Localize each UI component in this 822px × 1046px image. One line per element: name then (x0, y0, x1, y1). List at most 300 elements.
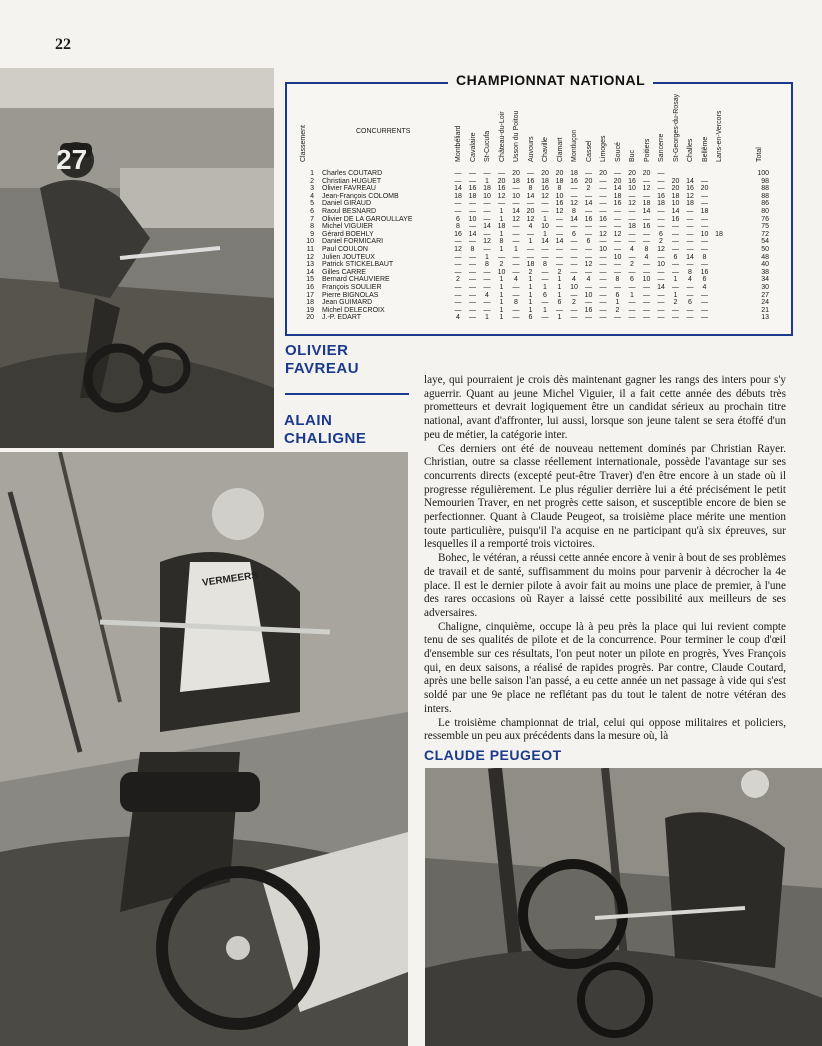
row-score: 8 (644, 246, 649, 253)
row-score: — (701, 223, 708, 231)
row-score: 6 (630, 276, 634, 284)
row-score: 16 (642, 223, 651, 231)
row-score: 10 (599, 246, 607, 253)
row-score: 12 (555, 208, 564, 215)
row-score: — (628, 314, 636, 322)
row-score: — (599, 192, 607, 200)
table-row (296, 178, 776, 186)
row-score: 16 (613, 200, 622, 208)
row-score: — (599, 291, 607, 299)
row-score: 14 (454, 185, 462, 193)
article-paragraph: Chaligne, cinquième, occupe là à peu près la place qui lui revient compte tenu de ses qualités de pilote et de la concurrence. Pour terminer le coup d'œil d'ensemble sur ces résultats, l'on peut noter un pilote en progrès, Yves François qui, en deux saisons, a réalisé de rapides progrès. Par contre, Claude Coutard, après une belle saison l'an passé, a eu cette année un net passage à vide qui s'est soldé par une 9e place ne reflétant pas du tout le talent de notre vétéran des inters. (424, 620, 786, 715)
row-score: 4 (644, 253, 649, 261)
table-row (296, 231, 776, 239)
row-score: 12 (599, 230, 607, 238)
row-total: 27 (761, 291, 769, 299)
row-score: — (498, 200, 505, 208)
row-score: — (570, 314, 578, 322)
table-row (296, 216, 776, 224)
row-score: — (643, 238, 650, 246)
col-header-event: Buc (629, 149, 636, 162)
row-score: 2 (673, 299, 678, 307)
row-score: — (483, 246, 491, 253)
row-score: — (701, 238, 708, 246)
table-row (296, 185, 776, 193)
row-score: 8 (572, 208, 576, 215)
row-score: — (454, 238, 462, 246)
row-score: 8 (470, 246, 475, 253)
row-score: 1 (543, 230, 547, 238)
row-score: — (686, 284, 694, 291)
table-row (296, 261, 776, 269)
table-row (296, 269, 776, 277)
caption-line: CHALIGNE (284, 430, 367, 447)
row-score: 1 (499, 284, 504, 291)
row-score: — (585, 223, 592, 231)
row-rank: 4 (310, 192, 314, 200)
row-score: — (454, 261, 462, 269)
row-score: — (454, 268, 462, 276)
row-score: 8 (688, 268, 692, 276)
row-score: — (686, 238, 694, 246)
row-score: — (483, 215, 491, 223)
col-header-event: St-Georges-du-Rosay (672, 93, 680, 162)
row-score: — (541, 200, 549, 208)
row-score: 12 (570, 200, 578, 208)
row-score: — (628, 299, 636, 307)
row-score: — (672, 230, 679, 238)
row-score: — (599, 185, 607, 193)
row-score: 20 (642, 170, 651, 177)
row-name: Raoul BESNARD (322, 208, 377, 215)
row-score: 1 (499, 246, 504, 253)
row-score: — (657, 253, 665, 261)
row-score: 2 (456, 276, 460, 284)
row-score: — (628, 238, 636, 246)
row-score: — (469, 261, 476, 269)
row-score: — (643, 268, 650, 276)
row-score: 16 (671, 215, 680, 223)
row-score: 18 (555, 177, 564, 185)
row-score: — (657, 177, 665, 185)
row-score: 6 (572, 230, 576, 238)
row-total: 54 (761, 238, 769, 246)
row-rank: 1 (310, 170, 314, 177)
col-header-event: Montbéliard (455, 125, 462, 162)
row-score: — (585, 299, 592, 307)
row-score: 1 (499, 299, 504, 307)
table-row (296, 208, 776, 216)
row-score: — (469, 238, 476, 246)
row-score: 14 (584, 200, 593, 208)
row-score: — (454, 208, 462, 215)
row-score: 10 (483, 192, 491, 200)
row-total: 34 (761, 276, 769, 284)
row-score: 14 (657, 284, 665, 291)
row-score: 1 (514, 246, 518, 253)
row-score: 8 (543, 261, 547, 269)
row-score: 12 (642, 185, 651, 193)
row-total: 86 (761, 200, 769, 208)
row-score: — (628, 192, 636, 200)
row-rank: 18 (306, 299, 314, 307)
table-row (296, 246, 776, 254)
row-score: — (585, 208, 592, 215)
row-score: 6 (528, 314, 533, 322)
row-score: 20 (613, 177, 622, 185)
row-score: — (570, 192, 578, 200)
row-score: 1 (630, 291, 634, 299)
table-row (296, 314, 776, 322)
row-score: 20 (599, 170, 607, 177)
row-score: — (512, 230, 520, 238)
row-score: 20 (512, 170, 520, 177)
row-score: 1 (499, 276, 504, 284)
row-score: 8 (485, 261, 489, 269)
caption-line: OLIVIER (285, 342, 349, 359)
row-name: Paul COULON (322, 246, 368, 253)
table-row (296, 254, 776, 262)
row-score: — (556, 261, 563, 269)
row-score: — (585, 230, 592, 238)
row-score: 12 (512, 215, 520, 223)
row-score: 1 (543, 215, 547, 223)
row-score: — (483, 268, 491, 276)
row-score: 14 (526, 192, 535, 200)
row-score: 8 (557, 185, 562, 193)
row-score: 10 (541, 223, 549, 231)
row-score: — (701, 306, 708, 314)
row-score: 12 (686, 192, 694, 200)
row-name: Bernard CHAUVIERE (322, 276, 390, 284)
row-score: — (454, 306, 462, 314)
row-score: — (599, 261, 607, 269)
row-score: 2 (586, 185, 591, 193)
article-body (424, 374, 786, 744)
row-score: — (701, 215, 708, 223)
row-score: — (570, 253, 578, 261)
row-rank: 2 (310, 177, 314, 185)
row-score: 14 (555, 238, 564, 246)
row-total: 80 (761, 208, 769, 215)
row-total: 100 (757, 170, 769, 177)
row-score: 10 (657, 261, 665, 269)
row-score: — (541, 314, 549, 322)
row-score: — (672, 261, 679, 269)
row-score: — (541, 208, 549, 215)
row-score: — (454, 284, 462, 291)
row-score: 20 (584, 177, 593, 185)
row-score: 1 (499, 208, 504, 215)
row-score: — (570, 246, 578, 253)
row-score: — (541, 246, 549, 253)
col-header-event: Sancerre (658, 133, 665, 162)
row-score: — (469, 268, 476, 276)
row-score: 18 (512, 177, 520, 185)
row-score: 18 (628, 223, 636, 231)
row-score: 4 (528, 223, 533, 231)
rider-bib-number: 27 (56, 144, 88, 175)
row-rank: 16 (306, 284, 314, 291)
row-score: 1 (615, 299, 620, 307)
photo-olivier-favreau (0, 68, 274, 448)
row-score: 1 (557, 276, 562, 284)
row-score: — (614, 246, 621, 253)
row-score: 6 (673, 253, 678, 261)
row-score: 10 (468, 215, 477, 223)
col-header-total: Total (756, 147, 763, 162)
row-score: 14 (642, 208, 651, 215)
row-score: 20 (671, 185, 680, 193)
row-rank: 20 (306, 314, 314, 322)
row-score: 4 (586, 276, 591, 284)
row-name: François SOULIER (322, 284, 382, 291)
row-score: — (541, 253, 549, 261)
row-score: — (657, 291, 665, 299)
table-row (296, 223, 776, 231)
row-score: — (556, 306, 563, 314)
row-score: — (614, 223, 621, 231)
row-score: 10 (613, 253, 622, 261)
row-score: — (628, 230, 636, 238)
caption-line: FAVREAU (285, 360, 360, 377)
row-score: 18 (570, 170, 578, 177)
row-name: Jean GUIMARD (322, 299, 373, 307)
row-score: — (614, 268, 621, 276)
row-score: — (657, 299, 665, 307)
col-header-event: Challes (687, 138, 694, 162)
row-score: — (585, 268, 592, 276)
row-rank: 9 (310, 230, 314, 238)
row-score: — (483, 230, 491, 238)
row-score: — (527, 246, 534, 253)
row-score: 1 (499, 291, 504, 299)
row-score: — (556, 253, 563, 261)
row-score: — (643, 215, 650, 223)
row-score: 2 (630, 261, 634, 269)
row-score: 1 (485, 253, 489, 261)
row-score: — (686, 230, 694, 238)
row-score: — (686, 215, 694, 223)
row-rank: 14 (306, 268, 314, 276)
row-rank: 17 (306, 291, 314, 299)
row-score: 2 (615, 306, 620, 314)
caption-line: ALAIN (284, 412, 333, 429)
row-score: — (657, 306, 665, 314)
row-name: Olivier FAVREAU (322, 185, 376, 193)
row-score: — (512, 223, 520, 231)
row-score: 2 (659, 238, 663, 246)
row-rank: 6 (310, 208, 314, 215)
row-score: 10 (512, 192, 520, 200)
row-score: 18 (613, 192, 622, 200)
row-score: — (599, 253, 607, 261)
row-total: 88 (761, 185, 769, 193)
col-header-event: Poitiers (643, 138, 651, 162)
row-score: — (657, 223, 665, 231)
row-score: — (454, 200, 462, 208)
row-score: 8 (528, 185, 533, 193)
row-score: — (469, 306, 476, 314)
row-score: 16 (555, 200, 564, 208)
row-score: 8 (499, 238, 504, 246)
row-score: 1 (499, 306, 504, 314)
row-score: 18 (483, 185, 491, 193)
row-score: 10 (584, 291, 593, 299)
table-row (296, 238, 776, 246)
row-rank: 15 (306, 276, 314, 284)
row-score: 4 (485, 291, 489, 299)
row-score: 1 (528, 291, 533, 299)
row-score: 8 (514, 299, 518, 307)
page-number: 22 (55, 36, 71, 53)
row-score: 16 (599, 215, 607, 223)
row-score: — (701, 261, 708, 269)
row-total: 40 (761, 261, 769, 269)
row-name: Christian HUGUET (322, 177, 382, 185)
table-row (296, 307, 776, 315)
row-score: — (657, 170, 665, 177)
col-header-event: Cavalaire (469, 132, 477, 162)
row-score: — (570, 306, 578, 314)
col-header-event: Bellême (701, 136, 709, 162)
row-score: 14 (541, 238, 549, 246)
row-score: 12 (497, 192, 506, 200)
row-score: 10 (555, 192, 564, 200)
row-score: — (672, 284, 679, 291)
table-row (296, 299, 776, 307)
row-total: 30 (761, 284, 769, 291)
article-paragraph: Bohec, le vétéran, a réussi cette année encore à venir à bout de ses problèmes de travail et de santé, suffisamment du moins pour parvenir à décrocher la 4e place. Il est le dernier pilote à avoir fait au moins une place de premier, à l'une des rares occasions où Rayer a laissé cette possibilité aux meilleurs de ses adversaires. (424, 552, 786, 619)
row-total: 38 (761, 268, 769, 276)
row-name: Gilles CARRE (322, 268, 366, 276)
row-score: 4 (702, 284, 707, 291)
row-score: — (454, 170, 462, 177)
row-score: — (701, 192, 708, 200)
row-rank: 13 (306, 261, 314, 269)
row-score: — (512, 261, 520, 269)
row-score: 18 (526, 261, 535, 269)
row-score: — (512, 306, 520, 314)
row-score: 4 (688, 276, 692, 284)
table-row (296, 170, 776, 178)
row-score: 6 (688, 299, 692, 307)
col-header-event: Château-du-Loir (498, 111, 506, 162)
row-score: 18 (657, 200, 665, 208)
row-score: 16 (686, 185, 694, 193)
row-score: — (512, 185, 520, 193)
row-score: — (570, 185, 578, 193)
row-score: 20 (497, 177, 506, 185)
row-score: — (599, 276, 607, 284)
table-row (296, 200, 776, 208)
row-score: — (527, 200, 534, 208)
row-score: — (672, 223, 679, 231)
row-score: 1 (528, 306, 533, 314)
row-score: — (701, 177, 708, 185)
row-score: 8 (615, 276, 620, 284)
row-score: — (469, 253, 476, 261)
row-score: — (686, 261, 694, 269)
row-score: — (556, 230, 563, 238)
row-score: — (628, 215, 636, 223)
col-header-event: Limoges (600, 135, 607, 162)
col-header-event: Chaville (542, 137, 549, 162)
row-score: 12 (526, 215, 535, 223)
row-score: 14 (671, 208, 680, 215)
row-score: 2 (528, 268, 533, 276)
caption-chaligne (284, 412, 366, 448)
row-score: — (483, 200, 491, 208)
col-concurrents-header: CONCURRENTS (356, 128, 411, 135)
row-score: 16 (497, 185, 506, 193)
row-score: 1 (543, 284, 547, 291)
row-score: 2 (572, 299, 576, 307)
row-total: 98 (761, 177, 769, 185)
row-score: — (599, 306, 607, 314)
row-score: 20 (526, 208, 535, 215)
row-score: 8 (456, 223, 460, 231)
col-header-event: Lans-en-Vercors (716, 110, 723, 162)
row-score: — (454, 299, 462, 307)
row-score: — (498, 170, 505, 177)
row-score: 14 (570, 215, 578, 223)
row-score: — (614, 238, 621, 246)
row-score: — (672, 314, 679, 322)
row-score: 4 (514, 276, 518, 284)
row-name: Daniel GIRAUD (322, 200, 372, 208)
row-score: 12 (541, 192, 549, 200)
row-score: — (585, 170, 592, 177)
row-score: 20 (555, 170, 564, 177)
row-score: — (585, 314, 592, 322)
row-score: — (614, 208, 621, 215)
table-row (296, 276, 776, 284)
row-score: 6 (543, 291, 547, 299)
row-score: — (512, 238, 520, 246)
row-score: 16 (541, 185, 549, 193)
row-score: 16 (454, 230, 462, 238)
row-score: 6 (456, 215, 460, 223)
row-score: 14 (512, 208, 520, 215)
row-score: — (672, 238, 679, 246)
row-score: — (469, 223, 476, 231)
row-score: — (570, 261, 578, 269)
row-score: — (599, 200, 607, 208)
row-score: — (570, 238, 578, 246)
row-score: — (643, 177, 650, 185)
row-score: 6 (557, 299, 562, 307)
row-score: — (657, 185, 665, 193)
col-header-event: Auvours (527, 136, 535, 162)
row-score: — (686, 223, 694, 231)
row-score: 14 (613, 185, 622, 193)
row-score: 12 (454, 246, 462, 253)
row-score: — (672, 268, 679, 276)
row-score: — (628, 253, 636, 261)
row-score: — (599, 223, 607, 231)
row-score: 14 (686, 177, 694, 185)
row-score: — (512, 314, 520, 322)
row-score: 20 (541, 170, 549, 177)
col-header-event: Soucé (614, 142, 622, 162)
row-score: — (483, 276, 491, 284)
row-score: — (469, 299, 476, 307)
row-name: Julien JOUTEUX (322, 253, 375, 261)
row-name: Charles COUTARD (322, 170, 383, 177)
row-score: — (599, 268, 607, 276)
row-score: — (469, 276, 476, 284)
